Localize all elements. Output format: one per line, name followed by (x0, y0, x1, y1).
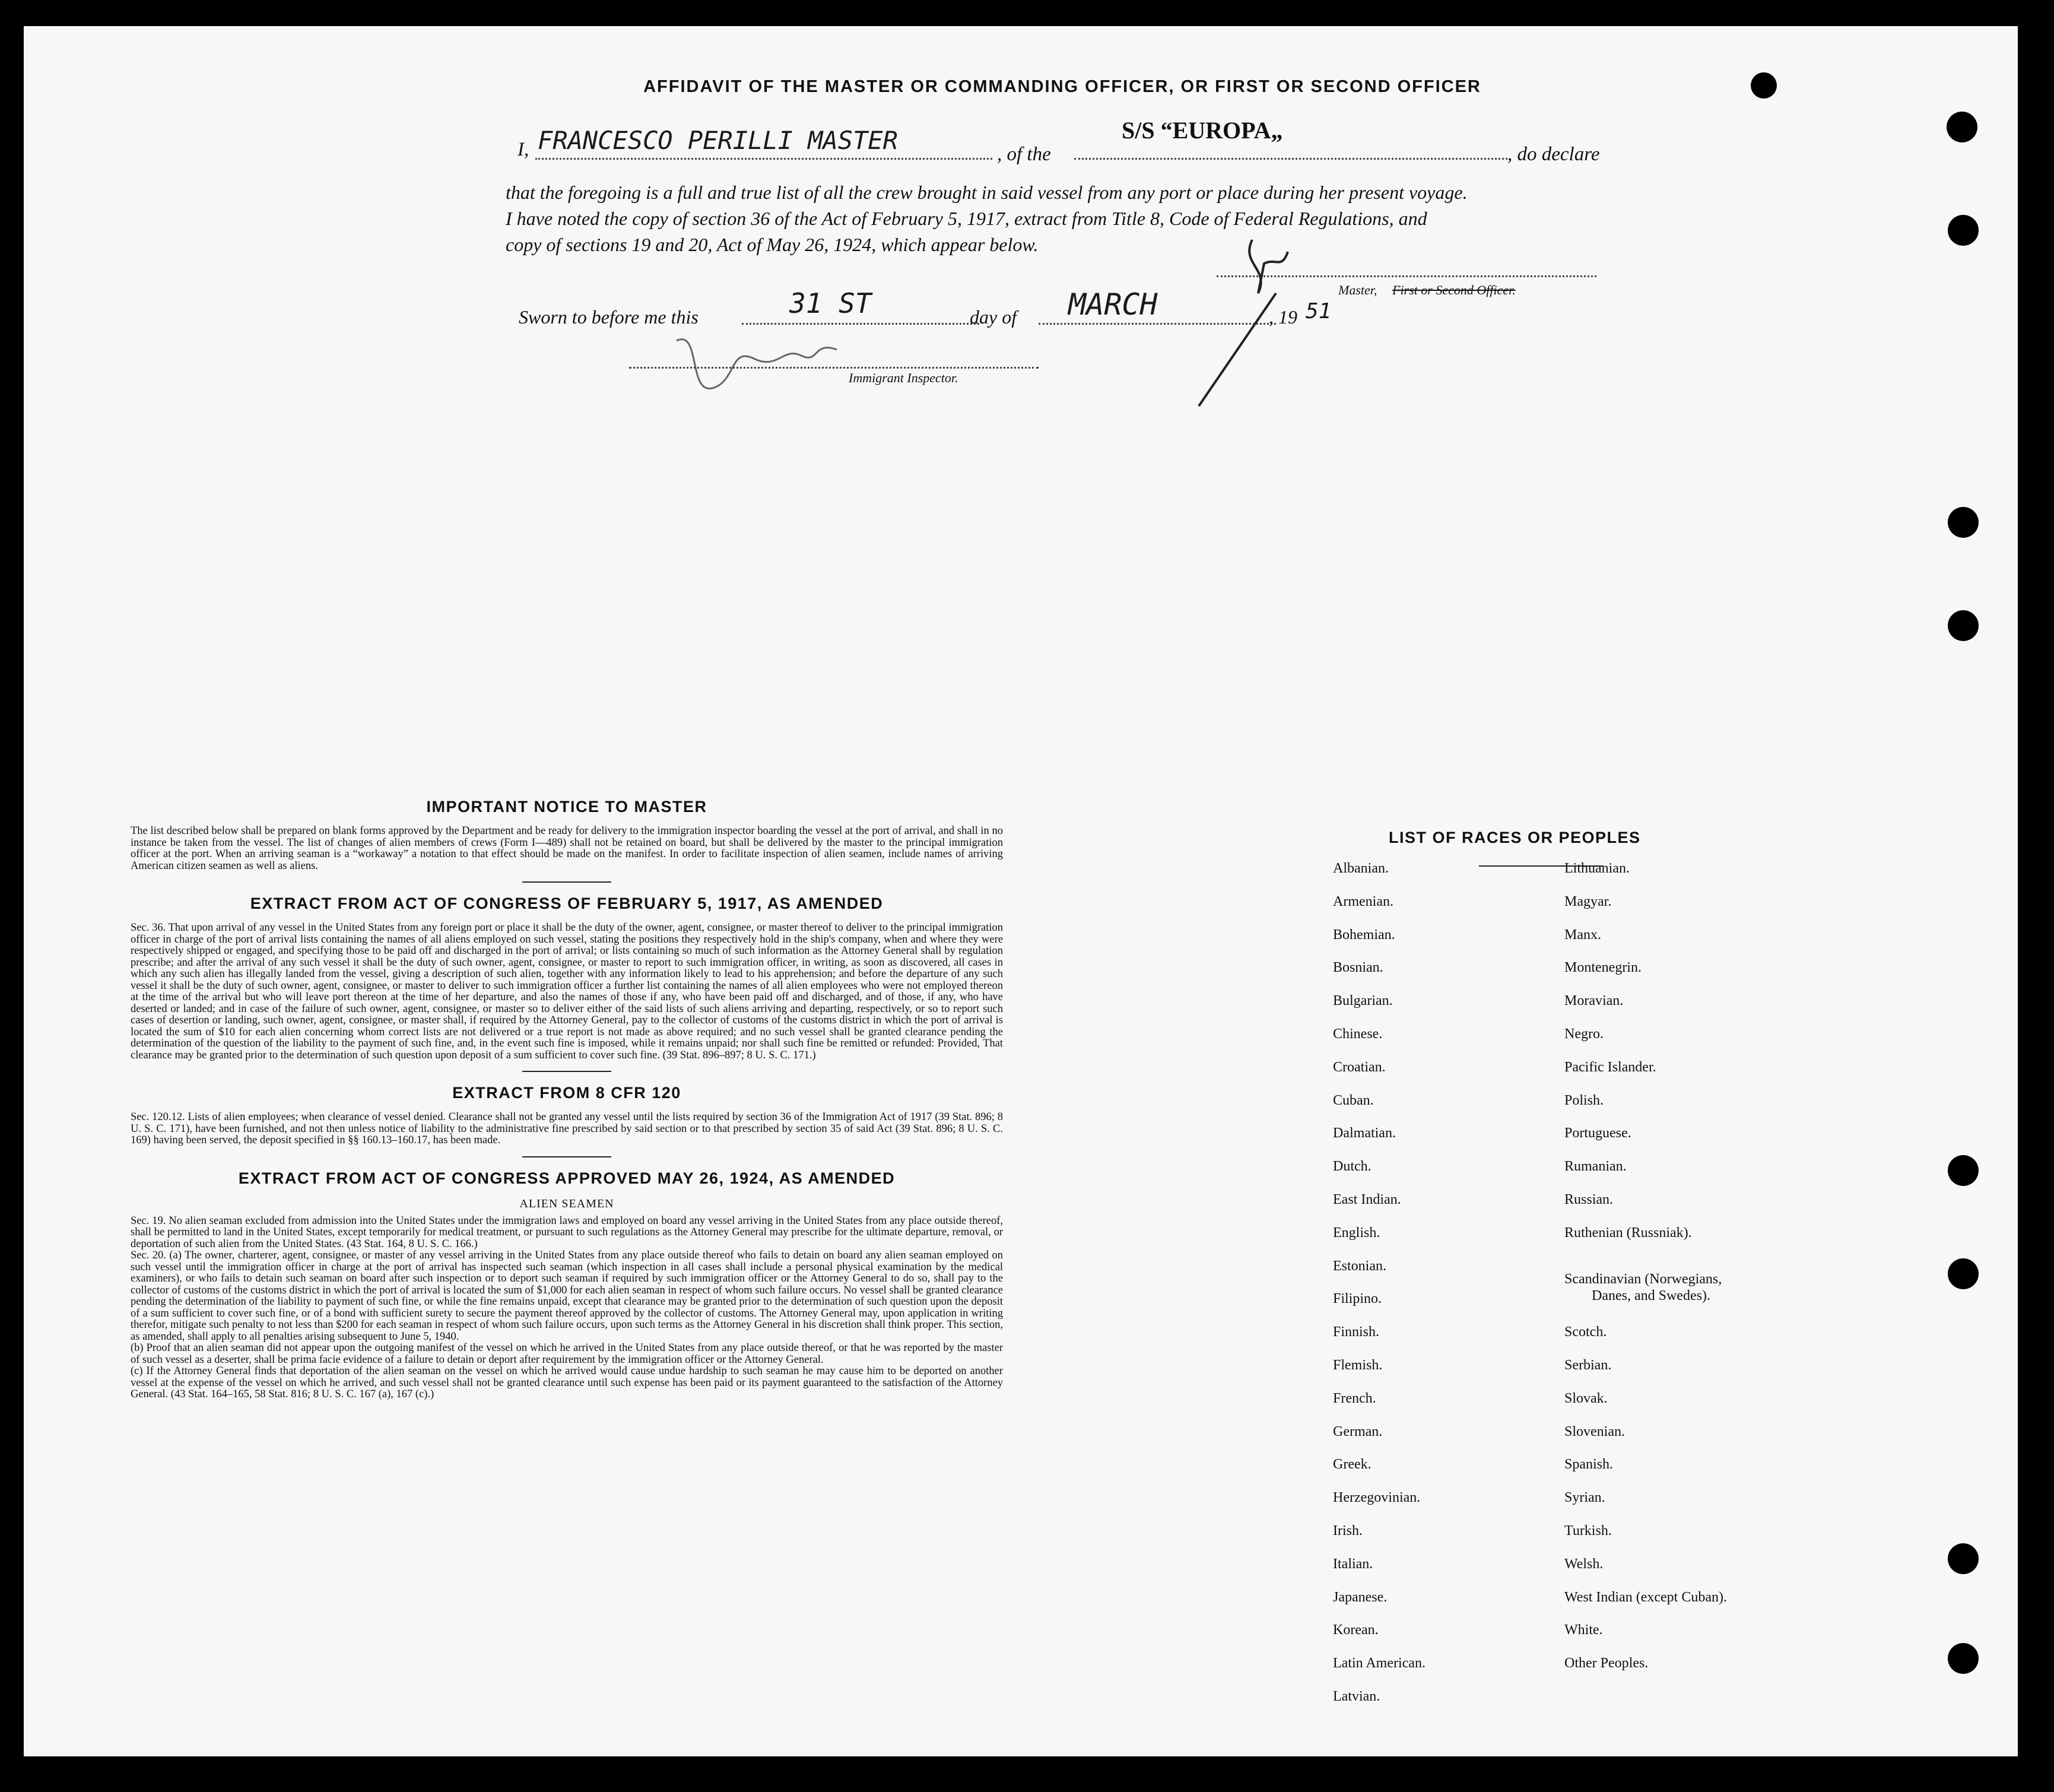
race-item: Montenegrin. (1564, 960, 1642, 976)
race-item: English. (1333, 1225, 1380, 1241)
divider (522, 1156, 611, 1157)
race-item: Lithuanian. (1564, 861, 1630, 876)
binder-hole (1947, 112, 1977, 142)
race-item: Syrian. (1564, 1490, 1605, 1506)
race-item: Scandinavian (Norwegians, (1564, 1271, 1722, 1287)
binder-hole (1948, 1543, 1979, 1574)
master-label: Master, (1338, 283, 1377, 297)
month-dotline (1039, 323, 1276, 325)
affidavit-line-2: that the foregoing is a full and true list of all the crew brought in said vessel from any port or place during her present voyage. (506, 182, 1468, 203)
race-item: Italian. (1333, 1556, 1373, 1572)
binder-hole (1948, 215, 1979, 246)
sworn-prefix: Sworn to before me this (519, 306, 699, 328)
race-item: White. (1564, 1622, 1603, 1638)
race-item: Dalmatian. (1333, 1125, 1396, 1141)
race-item: Polish. (1564, 1092, 1604, 1108)
race-item: Portuguese. (1564, 1125, 1631, 1141)
race-item: French. (1333, 1390, 1376, 1406)
race-item: Estonian. (1333, 1258, 1386, 1274)
extract3-title: EXTRACT FROM ACT OF CONGRESS APPROVED MAY 26, 1924, AS AMENDED (238, 1169, 896, 1187)
vessel-name: S/S “EUROPA„ (1122, 117, 1283, 144)
year-prefix: , 19 (1269, 306, 1297, 328)
race-item: Magyar. (1564, 893, 1612, 909)
race-item: Albanian. (1333, 861, 1389, 876)
race-item: Greek. (1333, 1457, 1372, 1473)
affidavit-of-the: , of the (997, 144, 1051, 165)
day-handwritten: 31 ST (789, 287, 872, 319)
notice-title: IMPORTANT NOTICE TO MASTER (426, 798, 707, 816)
race-item: Armenian. (1333, 893, 1393, 909)
extract1-title: EXTRACT FROM ACT OF CONGRESS OF FEBRUARY 5, 1917, AS AMENDED (250, 895, 884, 912)
race-item: Slovenian. (1564, 1423, 1625, 1439)
extract3-sec20b: (b) Proof that an alien seaman did not appear upon the outgoing manifest of the vessel on which he arrived in the United States from any place outside thereof, or that he was reported by the master of such vessel as a deserter, shall be prima facie evidence of a failure to detain or deport after requirement by the immigration officer or the Attorney General. (131, 1342, 1003, 1366)
race-item: Bulgarian. (1333, 993, 1393, 1009)
race-item: Turkish. (1564, 1523, 1612, 1539)
race-item: Filipino. (1333, 1291, 1382, 1307)
race-item: Spanish. (1564, 1457, 1614, 1473)
extract3-sec19: Sec. 19. No alien seaman excluded from admission into the United States under the immigration laws and employed on board any vessel arriving in the United States from any place outside thereof, shall be permitted to land in the United States, except temporarily for medical treatment, or pursuant to such regulations as the Attorney General may prescribe for the ultimate departure, removal, or deportation of such alien from the United States. (43 Stat. 164, 8 U. S. C. 166.) (131, 1214, 1003, 1250)
day-of-label: day of (970, 306, 1017, 328)
race-item: Dutch. (1333, 1159, 1372, 1175)
race-item: Irish. (1333, 1523, 1363, 1539)
race-item: Other Peoples. (1564, 1655, 1649, 1672)
inspector-label: Immigrant Inspector. (849, 370, 958, 385)
affidavit-line-3: I have noted the copy of section 36 of the Act of February 5, 1917, extract from Title 8, Code of Federal Regulations, and (506, 208, 1427, 229)
race-item: Bosnian. (1333, 960, 1383, 976)
struck-officer-label: First or Second Officer. (1392, 283, 1516, 297)
race-item: Moravian. (1564, 993, 1624, 1009)
extract3-sec20c: (c) If the Attorney General finds that deportation of the alien seaman on the vessel on which he arrived would cause undue hardship to such seaman he may cause him to be deported on another vessel at the expense of the vessel on which he arrived, and such vessel shall not be granted clearance until such expense has been paid or its payment guaranteed to the satisfaction of the Attorney General. (43 Stat. 164–165, 58 Stat. 816; 8 U. S. C. 167 (a), 167 (c).) (131, 1365, 1003, 1400)
race-item: Manx. (1564, 927, 1601, 943)
binder-hole (1948, 1155, 1979, 1186)
race-item: Cuban. (1333, 1092, 1374, 1108)
affidavit-title: AFFIDAVIT OF THE MASTER OR COMMANDING OFFICER, OR FIRST OR SECOND OFFICER (643, 77, 1481, 96)
binder-hole (1948, 1643, 1979, 1674)
document-page (24, 26, 2018, 1756)
race-item: Flemish. (1333, 1358, 1383, 1373)
vessel-dotline (1074, 158, 1507, 160)
name-dotline (535, 158, 992, 160)
race-item: East Indian. (1333, 1192, 1401, 1207)
binder-hole (1751, 72, 1777, 99)
race-item: Croatian. (1333, 1059, 1386, 1075)
affidavit-i: I, (518, 139, 529, 160)
race-item: Bohemian. (1333, 927, 1395, 943)
race-item: Chinese. (1333, 1026, 1383, 1042)
notice-text: The list described below shall be prepared on blank forms approved by the Department and be ready for delivery to the immigration inspector boarding the vessel at the port of arrival, and shall in no instance be taken from the vessel. The list of changes of alien members of crews (Form I—489) shall not be retained on board, but shall be delivered by the master to the principal immigration officer at the port. When an arriving seaman is a “workaway” a notation to that effect should be made on the manifest. In order to facilitate inspection of alien seamen, include names of arriving American citizen seamen as well as aliens. (131, 825, 1003, 872)
extract3-subtitle: ALIEN SEAMEN (519, 1197, 614, 1210)
race-item: Latin American. (1333, 1655, 1426, 1672)
race-item: Scotch. (1564, 1324, 1607, 1340)
year-handwritten: 51 (1306, 299, 1332, 323)
race-item: Serbian. (1564, 1358, 1612, 1373)
race-item: Ruthenian (Russniak). (1564, 1225, 1692, 1241)
race-item: Danes, and Swedes). (1592, 1287, 1710, 1303)
race-item: Slovak. (1564, 1390, 1608, 1406)
race-item: Korean. (1333, 1622, 1379, 1638)
notice-section (131, 798, 1003, 1401)
affidavit-do-declare: , do declare (1507, 144, 1600, 165)
inspector-signature-line (629, 367, 1039, 369)
divider (522, 1071, 611, 1072)
race-item: Latvian. (1333, 1689, 1380, 1704)
race-item: Rumanian. (1564, 1159, 1627, 1175)
race-item: Japanese. (1333, 1589, 1388, 1605)
races-title: LIST OF RACES OR PEOPLES (1389, 829, 1641, 846)
affidavit-line-4: copy of sections 19 and 20, Act of May 26, 1924, which appear below. (506, 234, 1039, 255)
month-handwritten: MARCH (1068, 287, 1158, 322)
extract2-text: Sec. 120.12. Lists of alien employees; when clearance of vessel denied. Clearance shall not be granted any vessel until the lists required by section 36 of the Immigration Act of 1917 (39 Stat. 896; 8 U. S. C. 171), have been furnished, and not then unless notice of liability to the administrative fine prescribed by said section or to that prescribed by section 35 of said Act (39 Stat. 896; 8 U. S. C. 169) having been served, the deposit specified in §§ 160.13–160.17, has been made. (131, 1111, 1003, 1146)
extract2-title: EXTRACT FROM 8 CFR 120 (452, 1084, 681, 1102)
race-item: West Indian (except Cuban). (1564, 1589, 1727, 1605)
race-item: Pacific Islander. (1564, 1059, 1656, 1075)
binder-hole (1948, 610, 1979, 641)
race-item: Finnish. (1333, 1324, 1380, 1340)
divider (522, 881, 611, 883)
race-item: Welsh. (1564, 1556, 1604, 1572)
master-name-handwritten: FRANCESCO PERILLI MASTER (538, 126, 898, 155)
binder-hole (1948, 1258, 1979, 1289)
race-item: German. (1333, 1423, 1383, 1439)
race-item: Russian. (1564, 1192, 1614, 1207)
race-item: Herzegovinian. (1333, 1490, 1421, 1506)
extract3-sec20a: Sec. 20. (a) The owner, charterer, agent, consignee, or master of any vessel arriving in the United States from any place outside thereof who fails to detain on board any alien seaman employed on such vessel until the immigration officer in charge at the port of arrival has inspected such seaman (which inspection in all cases shall include a personal physical examination by the medical examiners), or who fails to detain such seaman on board after such inspection or to deport such seaman if required by such immigration officer or the Attorney General to do so, shall pay to the collector of customs of the customs district in which the port of arrival is located the sum of $1,000 for each alien seaman in respect of whom such failure occurs. No vessel shall be granted clearance pending the determination of the liability to payment of such fine, or while the fine remains unpaid, except that clearance may be granted prior to the determination of such question upon the deposit of a sum sufficient to cover such fine, or of a bond with sufficient surety to secure the payment thereof approved by the collector of customs. The Attorney General may, upon application in writing therefor, mitigate such penalty to not less than $200 for each seaman in respect of whom such failure occurs, upon such terms as the Attorney General in his discretion shall think proper. This section, as amended, shall apply to all penalties arising subsequent to June 5, 1940. (131, 1249, 1003, 1343)
extract1-text: Sec. 36. That upon arrival of any vessel in the United States from any foreign port or place it shall be the duty of the owner, agent, consignee, or master thereof to deliver to the principal immigration officer in charge of the port of arrival lists containing the names of all aliens employed on such vessel, stating the positions they respectively hold in the ship's company, when and where they were respectively shipped or engaged, and specifying those to be paid off and discharged in the port of arrival; or lists containing so much of such information as the Attorney General shall by regulation prescribe; and after the arrival of any such vessel it shall be the duty of such owner, agent, consignee, or master to report to such immigration officer, in writing, as soon as discovered, all cases in which any such alien has illegally landed from the vessel, giving a description of such alien, together with any information likely to lead to his apprehension; and before the departure of any such vessel it shall be the duty of such owner, agent, consignee, or master to deliver to such immigration officer a further list containing the names of all alien employees who were not employed thereon at the time of the arrival but who will leave port thereon at the time of her departure, and also the names of those if any, who have been paid off and discharged, and of those, if any, who have deserted or landed; and in case of the failure of such owner, agent, consignee, or master so to deliver either of the said lists of such aliens arriving and departing, respectively, or so to report such cases of desertion or landing, such owner, agent, consignee, or master shall, if required by the Attorney General, pay to the collector of customs of the customs district in which the port of arrival is located the sum of $10 for each alien concerning whom correct lists are not delivered or a true report is not made as above required; and no such vessel shall be granted clearance pending the determination of the question of the liability to the payment of such fine, and, in the event such fine is imposed, while it remains unpaid; nor shall such fine be remitted or refunded: Provided, That clearance may be granted prior to the determination of such question upon deposit of a sum sufficient to cover such fine. (39 Stat. 896–897; 8 U. S. C. 171.) (131, 922, 1003, 1061)
race-item: Negro. (1564, 1026, 1604, 1042)
binder-hole (1948, 507, 1979, 538)
